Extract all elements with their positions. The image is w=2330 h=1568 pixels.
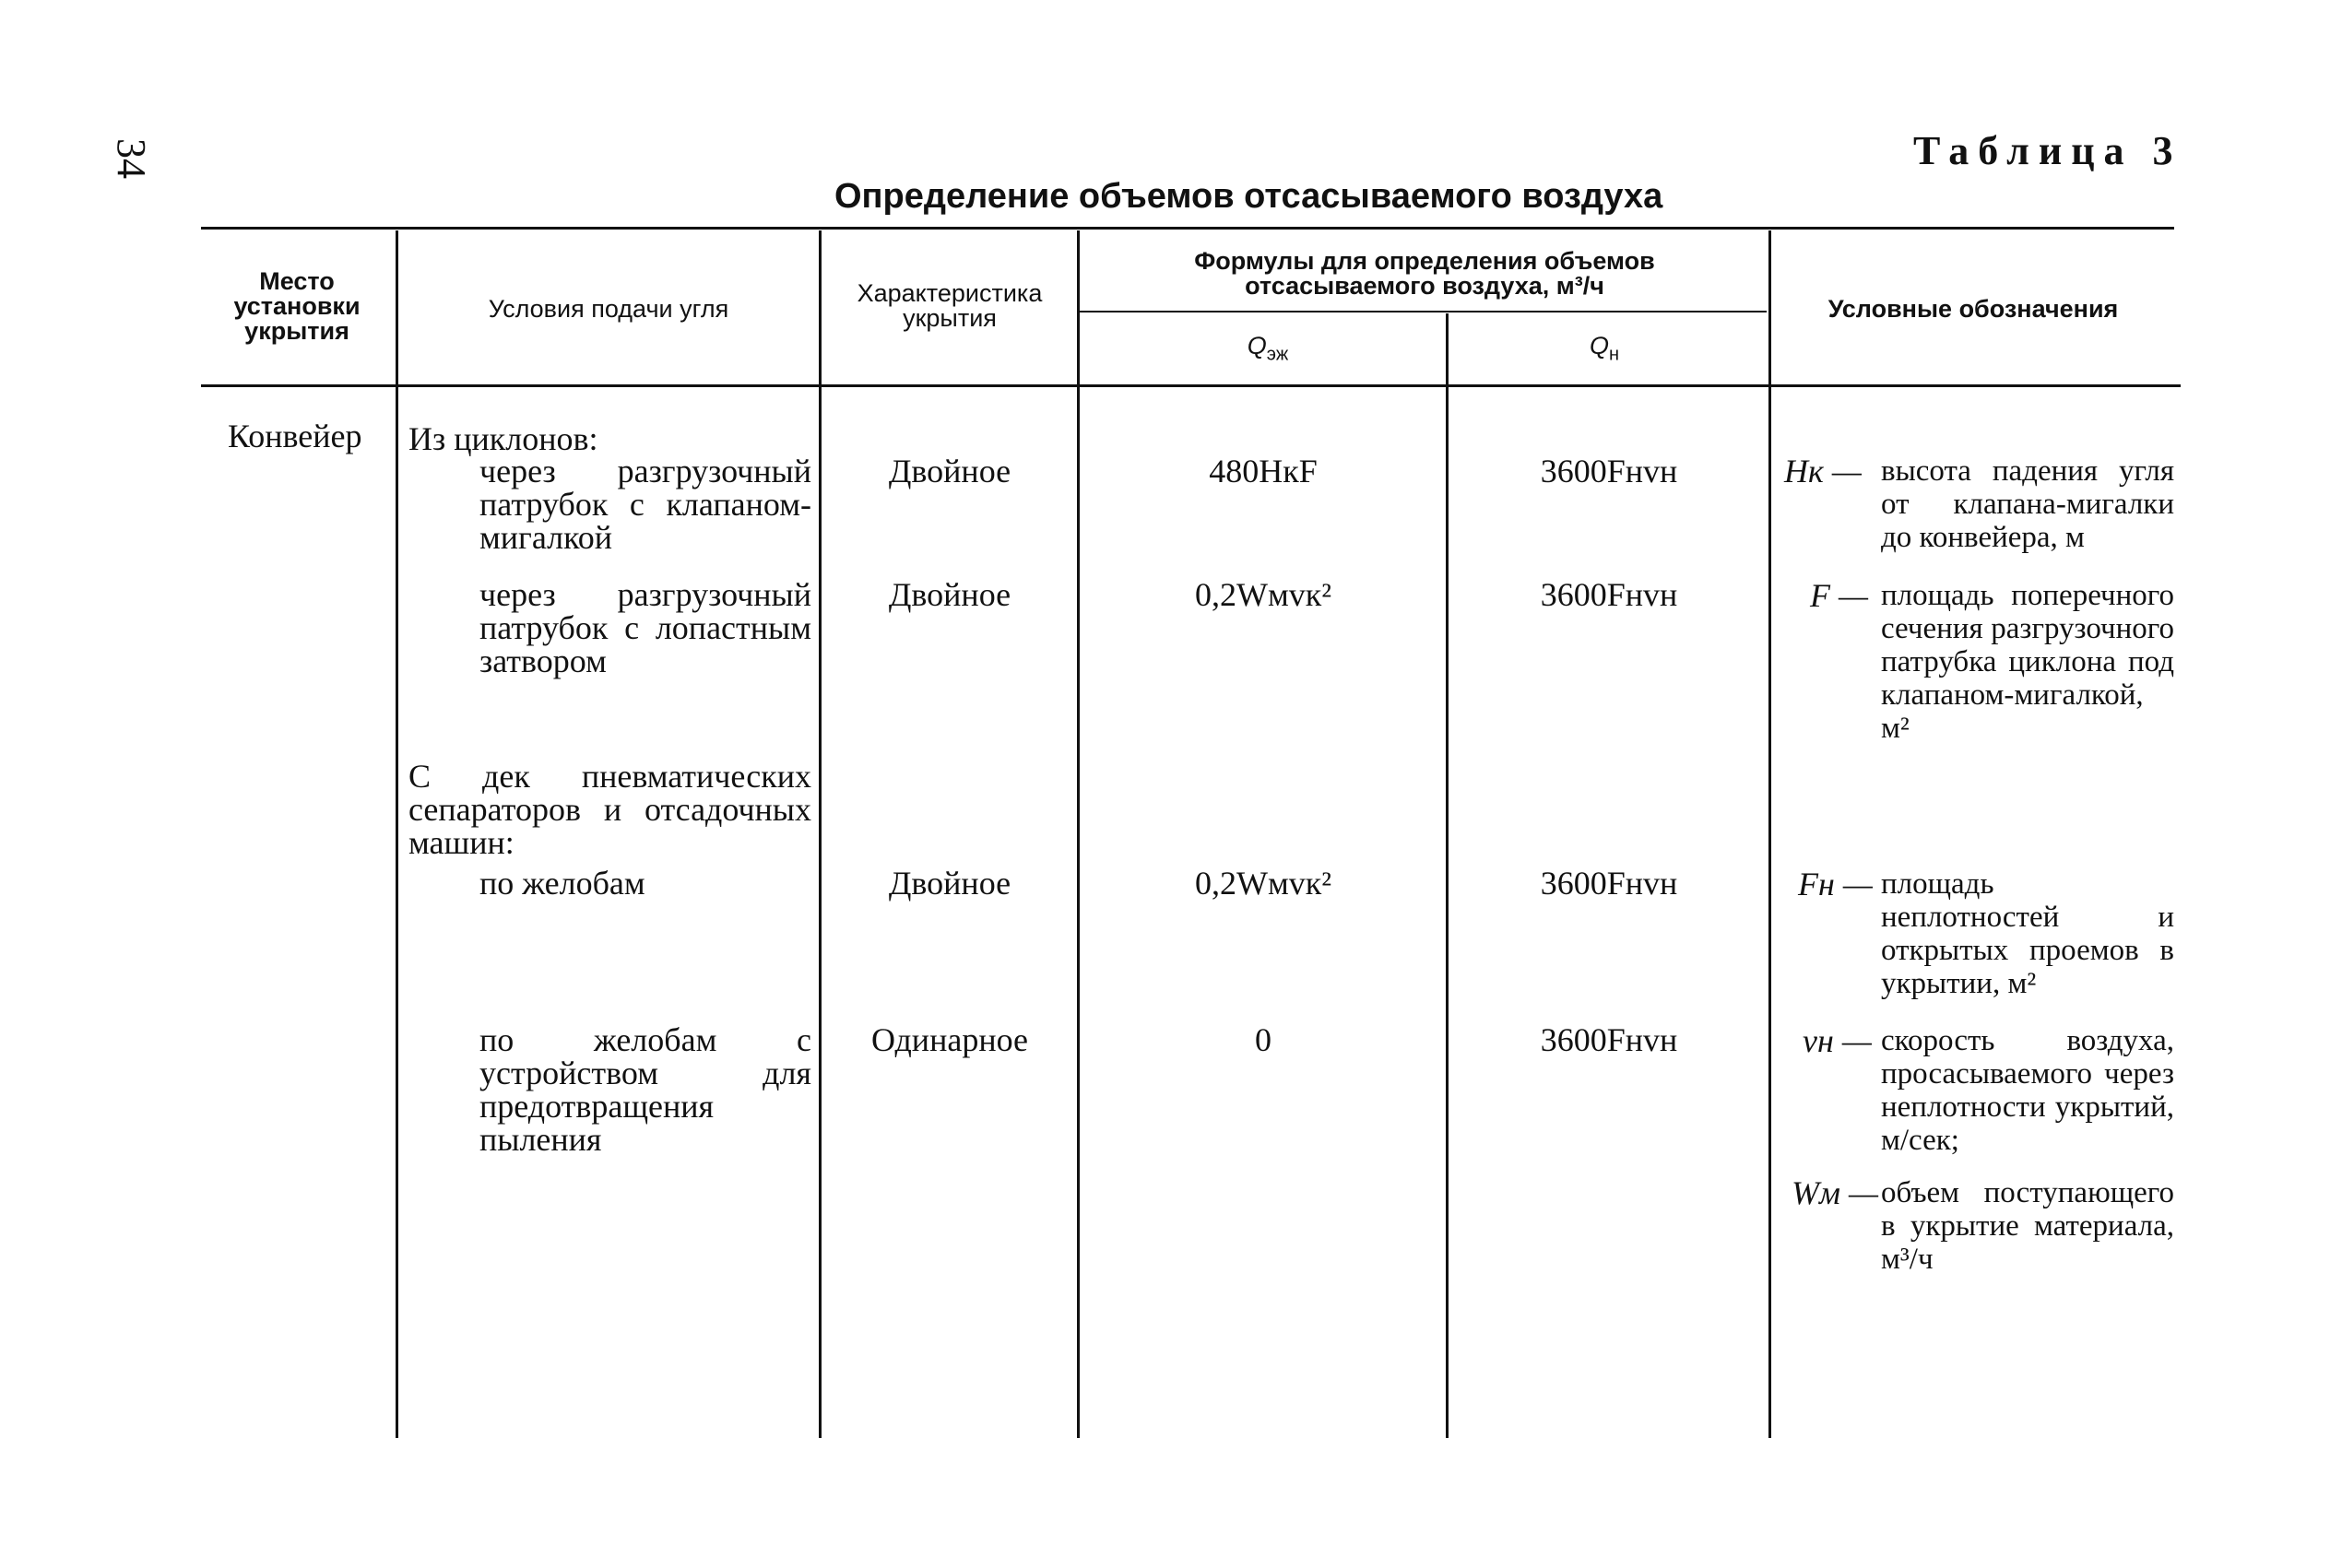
header-legend: Условные обозначения — [1827, 295, 2119, 323]
legend-text-5: объем поступающего в укрытие материала, м³/ч — [1881, 1176, 2174, 1276]
condition-row-2: через разгрузочный патрубок с лопастным затвором — [479, 576, 811, 679]
group-heading-2: С дек пневматических сепараторов и отсадочных машин: — [408, 758, 811, 861]
q-ezh-row-4: 0 — [1255, 1021, 1271, 1058]
condition-row-3: по желобам — [479, 865, 645, 902]
legend-text-4: скорость воздуха, просасываемого через неплотности укрытий, м/сек; — [1881, 1024, 2174, 1157]
header-cover: Характеристика укрытия — [857, 279, 1043, 332]
page-number: 34 — [109, 138, 154, 179]
group-heading-1: Из циклонов: — [408, 420, 598, 457]
col-divider-5 — [1768, 230, 1771, 1438]
table-title: Определение объемов отсасываемого воздуха — [834, 177, 1663, 216]
condition-row-1: через разгрузочный патрубок с клапаном-мигалкой — [479, 453, 811, 556]
legend-symbol-4: vн — — [1803, 1022, 1872, 1059]
header-place: Место установки укрытия — [233, 267, 361, 345]
place-cell: Конвейер — [228, 418, 362, 454]
cover-row-2: Двойное — [888, 576, 1011, 613]
formulas-subrule — [1079, 311, 1767, 312]
q-ezh-row-3: 0,2Wмvк² — [1194, 865, 1332, 902]
col-divider-3 — [1077, 230, 1080, 1438]
cover-row-4: Одинарное — [870, 1021, 1029, 1058]
cover-row-3: Двойное — [888, 865, 1011, 902]
legend-text-3: площадь неплотностей и открытых проемов в укрытии, м² — [1881, 867, 2174, 1000]
header-formulas: Формулы для определения объемов отсасываемого воздуха, м³/ч — [1194, 247, 1655, 300]
table-label: Таблица 3 — [1913, 128, 2182, 173]
legend-text-2: площадь поперечного сечения разгрузочного патрубка циклона под клапаном-мигалкой, м² — [1881, 579, 2174, 745]
q-ezh-row-1: 480HкF — [1209, 453, 1318, 489]
legend-text-1: высота падения угля от клапана-мигалки до конвейера, м — [1881, 454, 2174, 554]
header-q-ezh: $Q_{эж}$ — [1247, 332, 1289, 365]
legend-symbol-5: Wм — — [1792, 1174, 1878, 1211]
q-n-row-4: 3600Fнvн — [1540, 1021, 1678, 1058]
col-divider-2 — [819, 230, 822, 1438]
col-divider-4 — [1446, 313, 1449, 1438]
cover-row-1: Двойное — [888, 453, 1011, 489]
legend-symbol-3: Fн — — [1798, 866, 1873, 902]
q-ezh-row-2: 0,2Wмvк² — [1194, 576, 1332, 613]
q-n-row-3: 3600Fнvн — [1540, 865, 1678, 902]
col-divider-1 — [396, 230, 398, 1438]
top-rule — [201, 227, 2174, 230]
condition-row-4: по желобам с устройством для предотвращения пыления — [479, 1021, 811, 1158]
q-n-row-2: 3600Fнvн — [1540, 576, 1678, 613]
header-conditions: Условия подачи угля — [488, 295, 729, 323]
header-bottom-rule — [201, 384, 2181, 387]
header-q-n: $Q_н$ — [1589, 332, 1620, 365]
legend-symbol-2: F — — [1810, 577, 1868, 614]
q-n-row-1: 3600Fнvн — [1540, 453, 1678, 489]
legend-symbol-1: Hк — — [1784, 453, 1862, 489]
